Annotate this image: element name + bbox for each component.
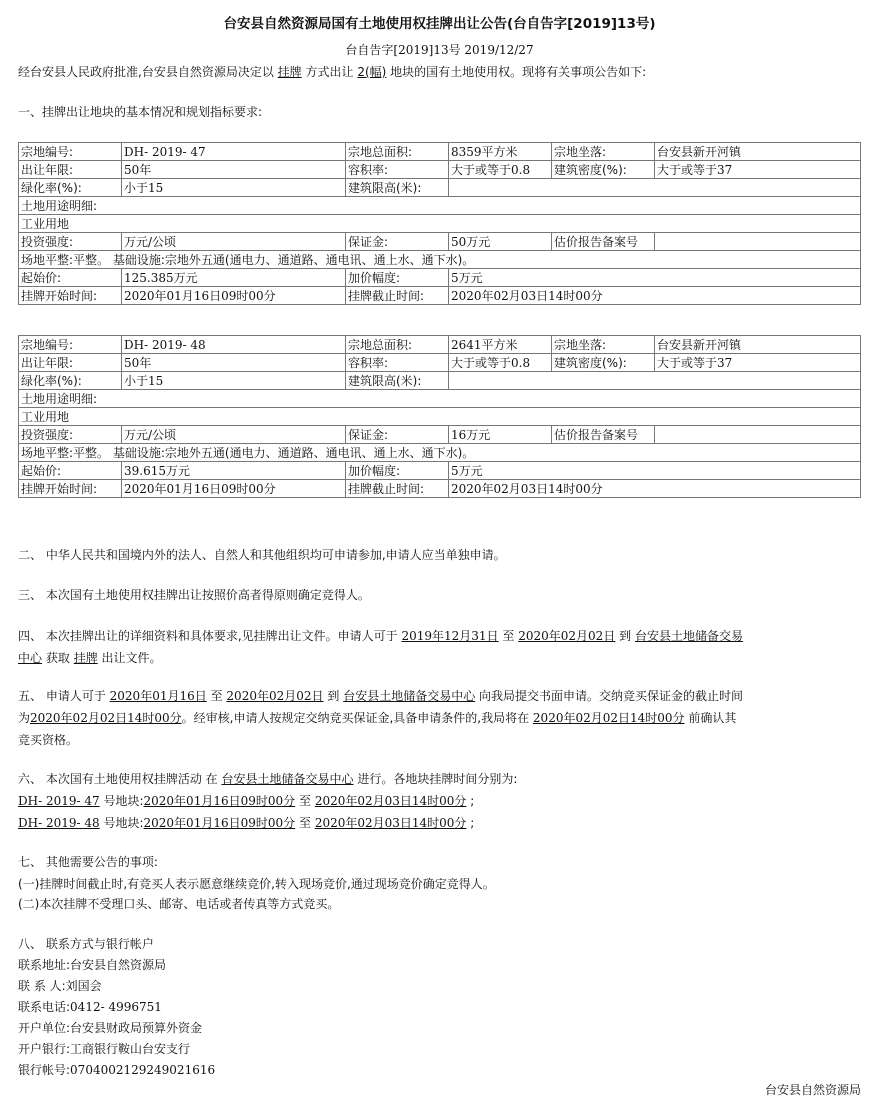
parcel-location: 台安县新开河镇 bbox=[655, 336, 861, 354]
intro-text-1: 经台安县人民政府批准,台安县自然资源局决定以 bbox=[18, 65, 274, 79]
contact-phone bbox=[18, 1001, 162, 1013]
parcel-deposit: 50万元 bbox=[449, 233, 552, 251]
contact-person: 联 系 人:刘国会 bbox=[18, 979, 102, 993]
parcel-area: 2641平方米 bbox=[449, 336, 552, 354]
section-7-heading: 七、 其他需要公告的事项: bbox=[18, 855, 158, 869]
label-use-detail: 土地用途明细: bbox=[19, 197, 861, 215]
parcel-use: 工业用地 bbox=[19, 408, 861, 426]
parcel-no: DH- 2019- 47 bbox=[122, 143, 346, 161]
s5-text-e: 为 bbox=[18, 711, 31, 725]
section1-heading: 一、挂牌出让地块的基本情况和规划指标要求: bbox=[18, 105, 263, 119]
phone-label: 联系电话: bbox=[18, 1000, 71, 1014]
section-5-line-1 bbox=[18, 690, 743, 702]
label-start-price: 起始价: bbox=[19, 269, 122, 287]
parcel-height bbox=[449, 179, 861, 197]
parcel-start-price: 125.385万元 bbox=[122, 269, 346, 287]
phone-number: 0412- 4996751 bbox=[70, 1000, 162, 1014]
label-location: 宗地坐落: bbox=[552, 336, 655, 354]
schedule-tail: ; bbox=[470, 794, 475, 808]
document-number: 台自告字[2019]13号 2019/12/27 bbox=[345, 43, 534, 57]
parcel-appraisal bbox=[655, 233, 861, 251]
s5-text-c: 到 bbox=[327, 689, 340, 703]
intro-method: 挂牌 bbox=[277, 65, 302, 79]
parcel-use: 工业用地 bbox=[19, 215, 861, 233]
s5-date-start: 2020年01月16日 bbox=[109, 689, 207, 703]
s6-place: 台安县土地储备交易中心 bbox=[221, 772, 354, 786]
label-green: 绿化率(%): bbox=[19, 372, 122, 390]
schedule-to: 至 bbox=[298, 794, 311, 808]
label-density: 建筑密度(%): bbox=[552, 354, 655, 372]
parcel-site-conditions: 场地平整:平整。 基础设施:宗地外五通(通电力、通道路、通电讯、通上水、通下水)。 bbox=[19, 251, 861, 269]
schedule-to: 至 bbox=[298, 816, 311, 830]
parcel-term: 50年 bbox=[122, 161, 346, 179]
parcel-increment: 5万元 bbox=[449, 462, 861, 480]
s4-text-b: 至 bbox=[502, 629, 515, 643]
account-holder: 开户单位:台安县财政局预算外资金 bbox=[18, 1021, 203, 1035]
parcel-start-price: 39.615万元 bbox=[122, 462, 346, 480]
s5-place: 台安县土地储备交易中心 bbox=[343, 689, 476, 703]
s6-text-a: 六、 本次国有土地使用权挂牌活动 在 bbox=[18, 772, 218, 786]
parcel-height bbox=[449, 372, 861, 390]
label-deposit: 保证金: bbox=[346, 426, 449, 444]
section-5-line-2 bbox=[18, 712, 736, 724]
s5-confirm-time: 2020年02月02日14时00分 bbox=[532, 711, 685, 725]
schedule-row-47 bbox=[18, 795, 474, 807]
s5-date-end: 2020年02月02日 bbox=[226, 689, 324, 703]
signature: 台安县自然资源局 bbox=[764, 1083, 861, 1097]
parcel-end-time: 2020年02月03日14时00分 bbox=[449, 480, 861, 498]
parcel-deposit: 16万元 bbox=[449, 426, 552, 444]
parcel-density: 大于或等于37 bbox=[655, 161, 861, 179]
label-use-detail: 土地用途明细: bbox=[19, 390, 861, 408]
label-density: 建筑密度(%): bbox=[552, 161, 655, 179]
parcel-investment: 万元/公顷 bbox=[122, 233, 346, 251]
label-location: 宗地坐落: bbox=[552, 143, 655, 161]
s5-text-b: 至 bbox=[210, 689, 223, 703]
schedule-end: 2020年02月03日14时00分 bbox=[314, 794, 467, 808]
section-3: 三、 本次国有土地使用权挂牌出让按照价高者得原则确定竞得人。 bbox=[18, 588, 370, 602]
schedule-parcel-no: DH- 2019- 48 bbox=[18, 816, 100, 830]
label-far: 容积率: bbox=[346, 161, 449, 179]
account-label: 银行帐号: bbox=[18, 1063, 71, 1077]
s5-deadline: 2020年02月02日14时00分 bbox=[30, 711, 182, 725]
parcel-table-1 bbox=[18, 142, 861, 305]
parcel-no: DH- 2019- 48 bbox=[122, 336, 346, 354]
section-6-line-1 bbox=[18, 773, 517, 785]
label-term: 出让年限: bbox=[19, 354, 122, 372]
section-7-item-1: (一)挂牌时间截止时,有竞买人表示愿意继续竞价,转入现场竞价,通过现场竞价确定竞得人。 bbox=[18, 877, 495, 891]
page-title: 台安县自然资源局国有土地使用权挂牌出让公告(台自告字[2019]13号) bbox=[223, 16, 656, 32]
parcel-term: 50年 bbox=[122, 354, 346, 372]
label-increment: 加价幅度: bbox=[346, 462, 449, 480]
schedule-parcel-no: DH- 2019- 47 bbox=[18, 794, 100, 808]
label-far: 容积率: bbox=[346, 354, 449, 372]
schedule-start: 2020年01月16日09时00分 bbox=[143, 794, 296, 808]
parcel-site-conditions: 场地平整:平整。 基础设施:宗地外五通(通电力、通道路、通电讯、通上水、通下水)。 bbox=[19, 444, 861, 462]
label-green: 绿化率(%): bbox=[19, 179, 122, 197]
label-investment: 投资强度: bbox=[19, 233, 122, 251]
parcel-increment: 5万元 bbox=[449, 269, 861, 287]
label-total-area: 宗地总面积: bbox=[346, 143, 449, 161]
schedule-mid: 号地块: bbox=[103, 816, 144, 830]
intro-text-2: 方式出让 bbox=[305, 65, 354, 79]
s4-text-a: 四、 本次挂牌出让的详细资料和具体要求,见挂牌出让文件。申请人可于 bbox=[18, 629, 398, 643]
parcel-investment: 万元/公顷 bbox=[122, 426, 346, 444]
parcel-area: 8359平方米 bbox=[449, 143, 552, 161]
bank-name: 开户银行:工商银行鞍山台安支行 bbox=[18, 1042, 191, 1056]
label-end-time: 挂牌截止时间: bbox=[346, 480, 449, 498]
label-height: 建筑限高(米): bbox=[346, 372, 449, 390]
s5-text-a: 五、 申请人可于 bbox=[18, 689, 106, 703]
parcel-appraisal bbox=[655, 426, 861, 444]
s4-text-d: 获取 bbox=[45, 651, 70, 665]
parcel-far: 大于或等于0.8 bbox=[449, 161, 552, 179]
parcel-start-time: 2020年01月16日09时00分 bbox=[122, 480, 346, 498]
s4-text-c: 到 bbox=[619, 629, 632, 643]
s5-text-d: 向我局提交书面申请。交纳竞买保证金的截止时间 bbox=[479, 689, 744, 703]
parcel-green: 小于15 bbox=[122, 179, 346, 197]
label-deposit: 保证金: bbox=[346, 233, 449, 251]
bank-account bbox=[18, 1064, 215, 1076]
schedule-end: 2020年02月03日14时00分 bbox=[314, 816, 467, 830]
label-appraisal: 估价报告备案号 bbox=[552, 426, 655, 444]
contact-address: 联系地址:台安县自然资源局 bbox=[18, 958, 167, 972]
section-7-item-2: (二)本次挂牌不受理口头、邮寄、电话或者传真等方式竞买。 bbox=[18, 897, 340, 911]
intro-text-3: 地块的国有土地使用权。现将有关事项公告如下: bbox=[390, 65, 647, 79]
label-start-time: 挂牌开始时间: bbox=[19, 480, 122, 498]
parcel-table-2 bbox=[18, 335, 861, 498]
s4-date-end: 2020年02月02日 bbox=[518, 629, 616, 643]
s4-place-cont: 中心 bbox=[18, 651, 43, 665]
s5-text-f: 。经审核,申请人按规定交纳竞买保证金,具备申请条件的,我局将在 bbox=[181, 711, 530, 725]
s5-text-g: 前确认其 bbox=[688, 711, 737, 725]
parcel-end-time: 2020年02月03日14时00分 bbox=[449, 287, 861, 305]
label-height: 建筑限高(米): bbox=[346, 179, 449, 197]
label-investment: 投资强度: bbox=[19, 426, 122, 444]
label-appraisal: 估价报告备案号 bbox=[552, 233, 655, 251]
account-number: 0704002129249021616 bbox=[70, 1063, 216, 1077]
label-parcel-no: 宗地编号: bbox=[19, 143, 122, 161]
label-end-time: 挂牌截止时间: bbox=[346, 287, 449, 305]
schedule-row-48 bbox=[18, 817, 474, 829]
parcel-far: 大于或等于0.8 bbox=[449, 354, 552, 372]
parcel-green: 小于15 bbox=[122, 372, 346, 390]
label-term: 出让年限: bbox=[19, 161, 122, 179]
s6-text-b: 进行。各地块挂牌时间分别为: bbox=[357, 772, 518, 786]
label-parcel-no: 宗地编号: bbox=[19, 336, 122, 354]
label-increment: 加价幅度: bbox=[346, 269, 449, 287]
parcel-density: 大于或等于37 bbox=[655, 354, 861, 372]
intro-count: 2(幅) bbox=[357, 65, 387, 79]
section-4-line-1 bbox=[18, 630, 743, 642]
section-2: 二、 中华人民共和国境内外的法人、自然人和其他组织均可申请参加,申请人应当单独申请。 bbox=[18, 548, 506, 562]
schedule-tail: ; bbox=[470, 816, 475, 830]
s4-text-e: 出让文件。 bbox=[101, 651, 162, 665]
parcel-location: 台安县新开河镇 bbox=[655, 143, 861, 161]
intro-paragraph bbox=[18, 66, 646, 78]
s4-date-start: 2019年12月31日 bbox=[401, 629, 499, 643]
schedule-start: 2020年01月16日09时00分 bbox=[143, 816, 296, 830]
s4-method: 挂牌 bbox=[73, 651, 98, 665]
schedule-mid: 号地块: bbox=[103, 794, 144, 808]
section-4-line-2 bbox=[18, 652, 162, 664]
section-8-heading: 八、 联系方式与银行帐户 bbox=[18, 937, 154, 951]
label-start-time: 挂牌开始时间: bbox=[19, 287, 122, 305]
section-5-line-3: 竞买资格。 bbox=[18, 733, 79, 747]
label-total-area: 宗地总面积: bbox=[346, 336, 449, 354]
parcel-start-time: 2020年01月16日09时00分 bbox=[122, 287, 346, 305]
s4-place: 台安县土地储备交易 bbox=[635, 629, 744, 643]
label-start-price: 起始价: bbox=[19, 462, 122, 480]
